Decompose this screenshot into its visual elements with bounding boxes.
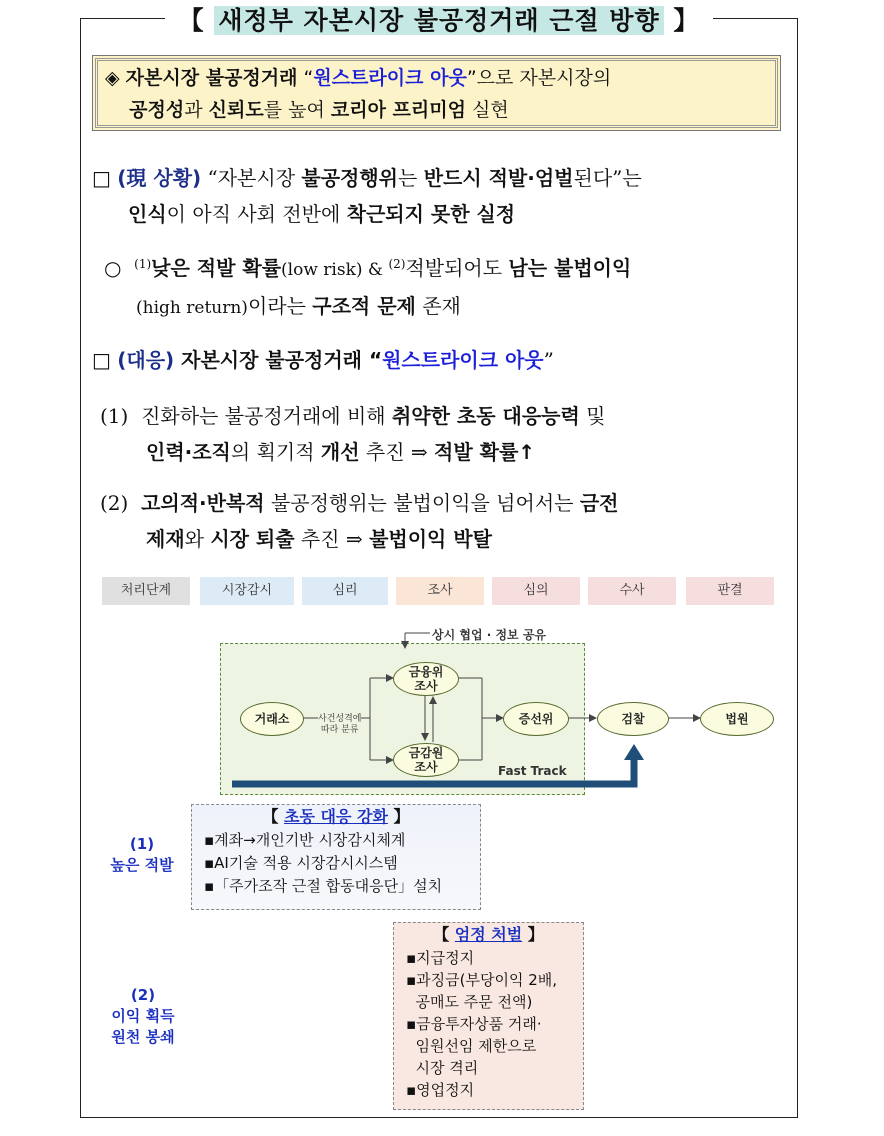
stage-label: 수사 — [588, 577, 676, 605]
section-current-status: □ (現 상황) “자본시장 불공정행위는 반드시 적발·엄벌된다”는 인식이 아직 사회 전반에 착근되지 못한 실정 — [92, 166, 642, 226]
classify-note: 사건성격에 따라 분류 — [318, 714, 362, 735]
stage-label: 심의 — [492, 577, 580, 605]
stage-label: 판결 — [686, 577, 774, 605]
side-label-profit-block: (2) 이익 획득 원천 봉쇄 — [111, 986, 175, 1046]
item-confiscation: (2) 고의적·반복적 불공정행위는 불법이익을 넘어서는 금전 제재와 시장 퇴출 추진 ⇒ 불법이익 박탈 — [100, 491, 619, 551]
list-item: ▪과징금(부당이익 2배, — [406, 971, 558, 989]
stage-label: 조사 — [396, 577, 484, 605]
list-item: ▪계좌→개인기반 시장감시체계 — [204, 831, 406, 849]
node-fss: 금감원 조사 — [393, 743, 459, 777]
initial-response-list — [192, 829, 480, 898]
node-exchange: 거래소 — [240, 702, 304, 736]
stage-label: 시장감시 — [200, 577, 294, 605]
list-item: 임원선임 제한으로 — [406, 1037, 537, 1055]
side-label-detection: (1) 높은 적발 — [110, 835, 174, 874]
list-item: ▪금융투자상품 거래· — [406, 1015, 542, 1033]
node-court: 법원 — [700, 702, 774, 736]
list-item: ▪지급정지 — [406, 949, 475, 967]
section-response: □ (대응) 자본시장 불공정거래 “원스트라이크 아웃” — [92, 348, 554, 372]
page-title: 【 새정부 자본시장 불공정거래 근절 방향 】 — [165, 1, 714, 37]
initial-response-box — [191, 804, 481, 910]
list-item: ▪영업정지 — [406, 1081, 475, 1099]
summary-box: ◈ 자본시장 불공정거래 “원스트라이크 아웃”으로 자본시장의 공정성과 신뢰도를 높여 코리아 프리미엄 실현 — [92, 55, 781, 131]
bullet-structural-problem: ○ $^{(1)}$낮은 적발 확률(low risk) & $^{(2)}$적발되어도 남는 불법이익 (high return)이라는 구조적 문제 존재 — [104, 256, 632, 318]
list-item: 시장 격리 — [406, 1059, 479, 1077]
list-item: 공매도 주문 전액) — [406, 993, 533, 1011]
strict-punishment-list — [394, 947, 583, 1101]
list-item: ▪AI기술 적용 시장감시시스템 — [204, 854, 398, 872]
node-fsc: 금융위 조사 — [393, 662, 459, 696]
stage-label: 처리단계 — [102, 577, 190, 605]
stage-label: 심리 — [302, 577, 388, 605]
initial-response-heading: 【 초동 대응 강화 】 — [262, 807, 410, 826]
list-item: ▪「주가조작 근절 합동대응단」설치 — [204, 877, 443, 895]
item-detection: (1) 진화하는 불공정거래에 비해 취약한 초동 대응능력 및 인력·조직의 획기적 개선 추진 ⇒ 적발 확률↑ — [100, 404, 606, 464]
strict-punishment-heading: 【 엄정 처벌 】 — [433, 925, 544, 944]
diagram-top-note: 상시 협업 · 정보 공유 — [432, 628, 547, 642]
node-prosecution: 검찰 — [597, 702, 669, 736]
strict-punishment-box — [393, 922, 584, 1110]
fast-track-label: Fast Track — [498, 764, 567, 778]
node-sfc: 증선위 — [503, 702, 569, 736]
